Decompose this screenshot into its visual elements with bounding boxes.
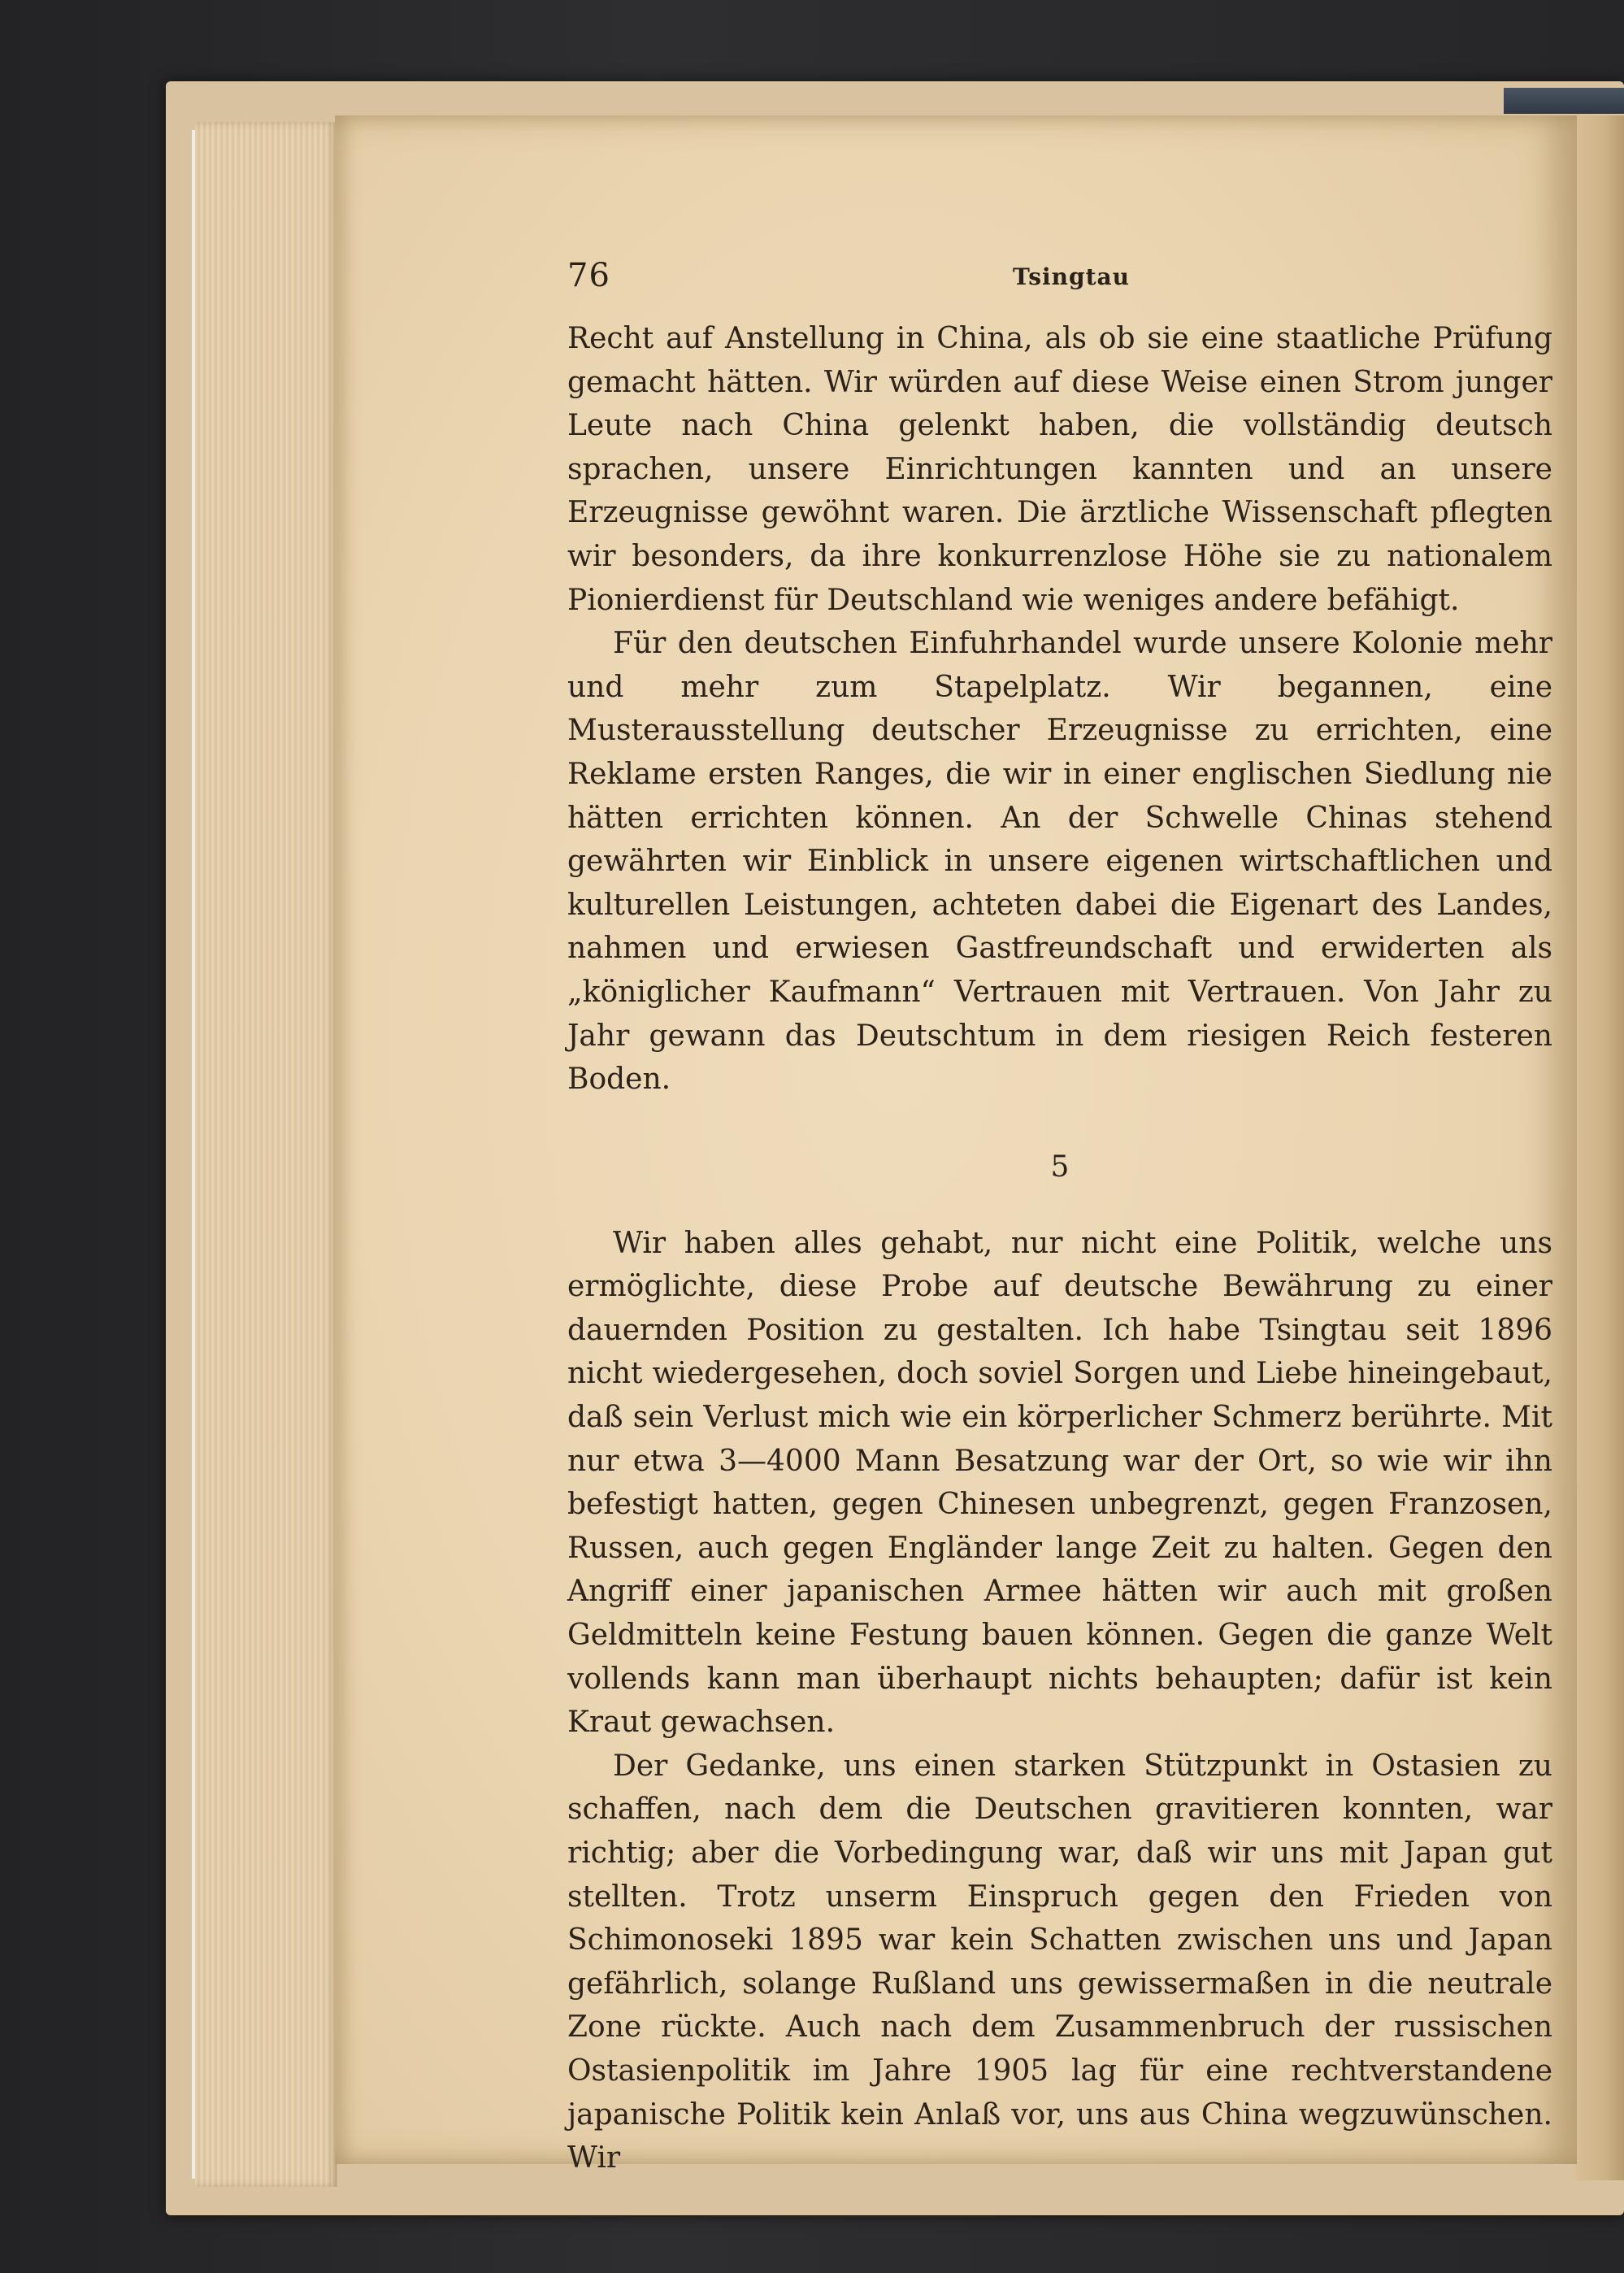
page-edges (195, 122, 337, 2187)
page-number: 76 (567, 257, 610, 294)
running-head (567, 246, 1575, 302)
paragraph: Recht auf Anstellung in China, als ob sie eine staatliche Prüfung gemacht hätten. Wir würden auf diese Weise einen Strom junger Leute nach China gelenkt haben, die vollständig deutsch sprachen, unsere Einrichtungen kannten und an unsere Erzeugnisse gewöhnt waren. Die ärztliche Wissenschaft pflegten wir besonders, da ihre konkurrenzlose Höhe sie zu nationalem Pionierdienst für Deutschland wie weniges andere befähigt. (567, 322, 1552, 617)
page-right-edge (1575, 115, 1624, 2180)
running-title: Tsingtau (1013, 263, 1131, 290)
paragraph: Der Gedanke, uns einen starken Stützpunkt in Ostasien zu schaffen, nach dem die Deutschen gravitieren konnten, war richtig; aber die Vorbedingung war, daß wir uns mit Japan gut stellten. Trotz unserm Einspruch gegen den Frieden von Schimonoseki 1895 war kein Schatten zwischen uns und Japan gefährlich, solange Rußland uns gewissermaßen in die neutrale Zone rückte. Auch nach dem Zusammenbruch der russischen Ostasienpolitik im Jahre 1905 lag für eine rechtverstandene japanische Politik kein Anlaß vor, uns aus China wegzuwünschen. Wir (567, 1749, 1552, 2175)
section-number: 5 (1050, 1150, 1070, 1184)
body-text (567, 317, 1552, 2180)
paragraph: Für den deutschen Einfuhrhandel wurde unsere Kolonie mehr und mehr zum Stapelplatz. Wir begannen, eine Musterausstellung deutscher Erzeugnisse zu errichten, eine Reklame ersten Ranges, die wir in einer englischen Siedlung nie hätten errichten können. An der Schwelle Chinas stehend gewährten wir Einblick in unsere eigenen wirtschaftlichen und kulturellen Leistungen, achteten dabei die Eigenart des Landes, nahmen und erwiesen Gastfreundschaft und erwiderten als „königlicher Kaufmann“ Vertrauen mit Vertrauen. Von Jahr zu Jahr gewann das Deutschtum in dem riesigen Reich festeren Boden. (567, 627, 1552, 1097)
paragraph: Wir haben alles gehabt, nur nicht eine Politik, welche uns ermöglichte, diese Probe auf deutsche Bewährung zu einer dauernden Position zu gestalten. Ich habe Tsingtau seit 1896 nicht wiedergesehen, doch soviel Sorgen und Liebe hineingebaut, daß sein Verlust mich wie ein körperlicher Schmerz berührte. Mit nur etwa 3—4000 Mann Besatzung war der Ort, so wie wir ihn befestigt hatten, gegen Chinesen unbegrenzt, gegen Franzosen, Russen, auch gegen Engländer lange Zeit zu halten. Gegen den Angriff einer japanischen Armee hätten wir auch mit großen Geldmitteln keine Festung bauen können. Gegen die ganze Welt vollends kann man überhaupt nichts behaupten; dafür ist kein Kraut gewachsen. (567, 1226, 1552, 1740)
cover-spine-strip (1504, 88, 1624, 114)
